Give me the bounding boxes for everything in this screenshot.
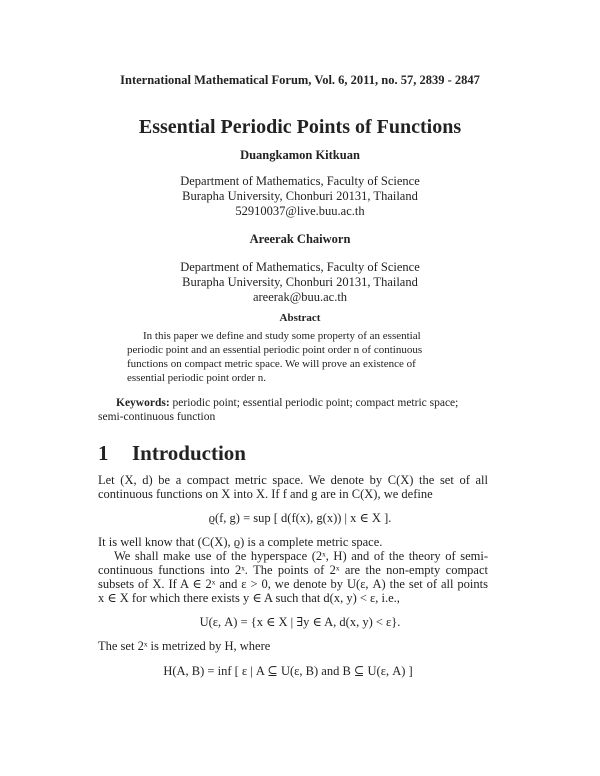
keywords-line: [116, 396, 458, 410]
author-email: 52910037@live.buu.ac.th: [235, 204, 365, 218]
keywords-text: periodic point; essential periodic point; compact metric space;: [172, 397, 459, 409]
author-affiliation: Department of Mathematics, Faculty of Science: [180, 260, 420, 274]
section-heading: [98, 441, 246, 465]
body-line: subsets of X. If A ∈ 2ˣ and ε > 0, we denote by U(ε, A) the set of all points: [98, 577, 488, 591]
keywords-line: semi-continuous function: [98, 411, 216, 423]
author-affiliation: Burapha University, Chonburi 20131, Thailand: [182, 189, 418, 203]
body-line: Let (X, d) be a compact metric space. We denote by C(X) the set of all: [98, 473, 488, 487]
journal-header: International Mathematical Forum, Vol. 6, 2011, no. 57, 2839 - 2847: [120, 73, 480, 87]
body-line: The set 2ˣ is metrized by H, where: [98, 639, 271, 653]
equation: ϱ(f, g) = sup [ d(f(x), g(x)) | x ∈ X ].: [208, 511, 392, 525]
abstract-heading: Abstract: [279, 312, 321, 324]
abstract-line: essential periodic point order n.: [127, 372, 266, 384]
equation: H(A, B) = inf [ ε | A ⊆ U(ε, B) and B ⊆ U(ε, A) ]: [163, 664, 413, 678]
author-name: Areerak Chaiworn: [249, 232, 351, 246]
section-title: Introduction: [132, 441, 246, 465]
body-line: x ∈ X for which there exists y ∈ A such that d(x, y) < ε, i.e.,: [98, 591, 400, 605]
author-affiliation: Department of Mathematics, Faculty of Science: [180, 174, 420, 188]
abstract-line: functions on compact metric space. We will prove an existence of: [127, 358, 416, 370]
abstract-line: periodic point and an essential periodic point order n of continuous: [127, 344, 423, 356]
body-line: continuous functions on X into X. If f and g are in C(X), we define: [98, 487, 433, 501]
equation: U(ε, A) = {x ∈ X | ∃y ∈ A, d(x, y) < ε}.: [199, 615, 401, 629]
section-number: 1: [98, 441, 109, 465]
keywords-label: Keywords:: [116, 397, 170, 409]
abstract-line: In this paper we define and study some property of an essential: [143, 330, 421, 342]
author-name: Duangkamon Kitkuan: [240, 148, 360, 162]
author-email: areerak@buu.ac.th: [252, 290, 348, 304]
author-affiliation: Burapha University, Chonburi 20131, Thailand: [182, 275, 418, 289]
body-line: continuous functions into 2ˣ. The points of 2ˣ are the non-empty compact: [98, 563, 488, 577]
paper-title: Essential Periodic Points of Functions: [138, 116, 462, 138]
body-line: It is well know that (C(X), ϱ) is a complete metric space.: [98, 535, 383, 549]
body-line: We shall make use of the hyperspace (2ˣ, H) and of the theory of semi-: [114, 549, 488, 563]
